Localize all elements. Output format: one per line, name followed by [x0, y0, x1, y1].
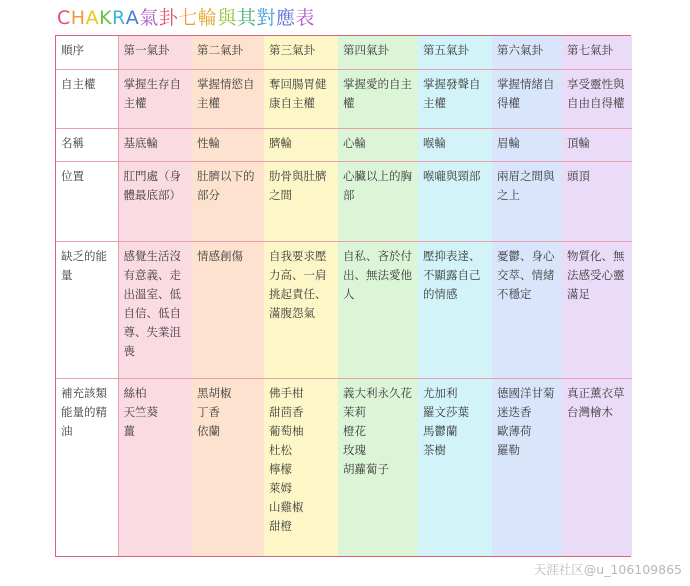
table-cell: 心輪: [338, 128, 418, 161]
page-title: [57, 5, 315, 31]
column-header-cell: 第一氣卦: [118, 36, 192, 69]
title-char: R: [112, 7, 126, 29]
table-cell: 性輪: [192, 128, 264, 161]
table-cell: 掌握生存自主權: [118, 69, 192, 128]
table-cell: 喉輪: [418, 128, 492, 161]
table-cell: 德國洋甘菊 迷迭香 歐薄荷 羅勒: [492, 378, 562, 556]
table-cell: 真正薰衣草 台灣檜木: [562, 378, 632, 556]
title-char: H: [70, 7, 86, 29]
column-header-cell: 第六氣卦: [492, 36, 562, 69]
table-cell: 黑胡椒 丁香 依蘭: [192, 378, 264, 556]
row-label-cell: 順序: [56, 36, 118, 69]
table-row: [56, 128, 632, 161]
title-char: 與: [217, 7, 237, 29]
column-header-cell: 第二氣卦: [192, 36, 264, 69]
row-label-cell: 自主權: [56, 69, 118, 128]
table-cell: 肛門處（身體最底部）: [118, 161, 192, 241]
title-char: 輪: [197, 7, 218, 29]
column-header-cell: 第四氣卦: [338, 36, 418, 69]
title-char: 其: [236, 7, 257, 29]
table-cell: 頂輪: [562, 128, 632, 161]
chakra-correspondence-table: [56, 36, 632, 556]
table-row: [56, 161, 632, 241]
table-cell: 眉輪: [492, 128, 562, 161]
table-cell: 臍輪: [264, 128, 338, 161]
table-cell: 肋骨與肚臍之間: [264, 161, 338, 241]
row-label-cell: 位置: [56, 161, 118, 241]
table-cell: 憂鬱、身心交萃、情緒不穩定: [492, 241, 562, 378]
row-label-cell: 名稱: [56, 128, 118, 161]
table-cell: 基底輪: [118, 128, 192, 161]
table-row: [56, 69, 632, 128]
table-cell: 情感創傷: [192, 241, 264, 378]
table-cell: 自我要求壓力高、一肩挑起責任、滿腹怨氣: [264, 241, 338, 378]
table-cell: 掌握情緒自得權: [492, 69, 562, 128]
chakra-table: [55, 35, 631, 557]
table-cell: 肚臍以下的部分: [192, 161, 264, 241]
title-char: 卦: [158, 7, 179, 29]
title-char: 表: [295, 7, 315, 29]
table-cell: 兩眉之間與之上: [492, 161, 562, 241]
table-cell: 佛手柑 甜茴香 葡萄柚 杜松 檸檬 萊姆 山雞椒 甜橙: [264, 378, 338, 556]
table-cell: 掌握情慾自主權: [192, 69, 264, 128]
table-cell: 尤加利 羅文莎葉 馬鬱蘭 茶樹: [418, 378, 492, 556]
table-cell: 享受靈性與自由自得權: [562, 69, 632, 128]
column-header-cell: 第三氣卦: [264, 36, 338, 69]
table-cell: 自私、吝於付出、無法愛他人: [338, 241, 418, 378]
title-char: 應: [275, 7, 296, 29]
title-char: K: [99, 7, 113, 29]
column-header-cell: 第七氣卦: [562, 36, 632, 69]
row-label-cell: 缺乏的能量: [56, 241, 118, 378]
table-cell: 掌握愛的自主權: [338, 69, 418, 128]
watermark: 天涯社区@u_106109865: [533, 562, 682, 577]
table-cell: 心臟以上的胸部: [338, 161, 418, 241]
table-row: [56, 378, 632, 556]
column-header-cell: 第五氣卦: [418, 36, 492, 69]
table-cell: 絲柏 天竺葵 薑: [118, 378, 192, 556]
title-char: A: [125, 7, 140, 29]
table-header-row: [56, 36, 632, 69]
row-label-cell: 補充該類能量的精油: [56, 378, 118, 556]
table-cell: 頭頂: [562, 161, 632, 241]
table-cell: 壓抑表達、不顯露自己的情感: [418, 241, 492, 378]
title-char: 七: [178, 7, 198, 29]
table-cell: 義大利永久花 茉莉 橙花 玫瑰 胡蘿蔔子: [338, 378, 418, 556]
title-char: A: [85, 7, 100, 29]
title-char: 氣: [139, 7, 159, 29]
table-cell: 物質化、無法感受心靈滿足: [562, 241, 632, 378]
table-cell: 掌握發聲自主權: [418, 69, 492, 128]
title-char: 對: [256, 7, 276, 29]
table-row: [56, 241, 632, 378]
title-char: C: [57, 7, 71, 29]
table-cell: 喉嚨與頸部: [418, 161, 492, 241]
table-cell: 感覺生活沒有意義、走出溫室、低自信、低自尊、失業沮喪: [118, 241, 192, 378]
table-cell: 奪回腸胃健康自主權: [264, 69, 338, 128]
